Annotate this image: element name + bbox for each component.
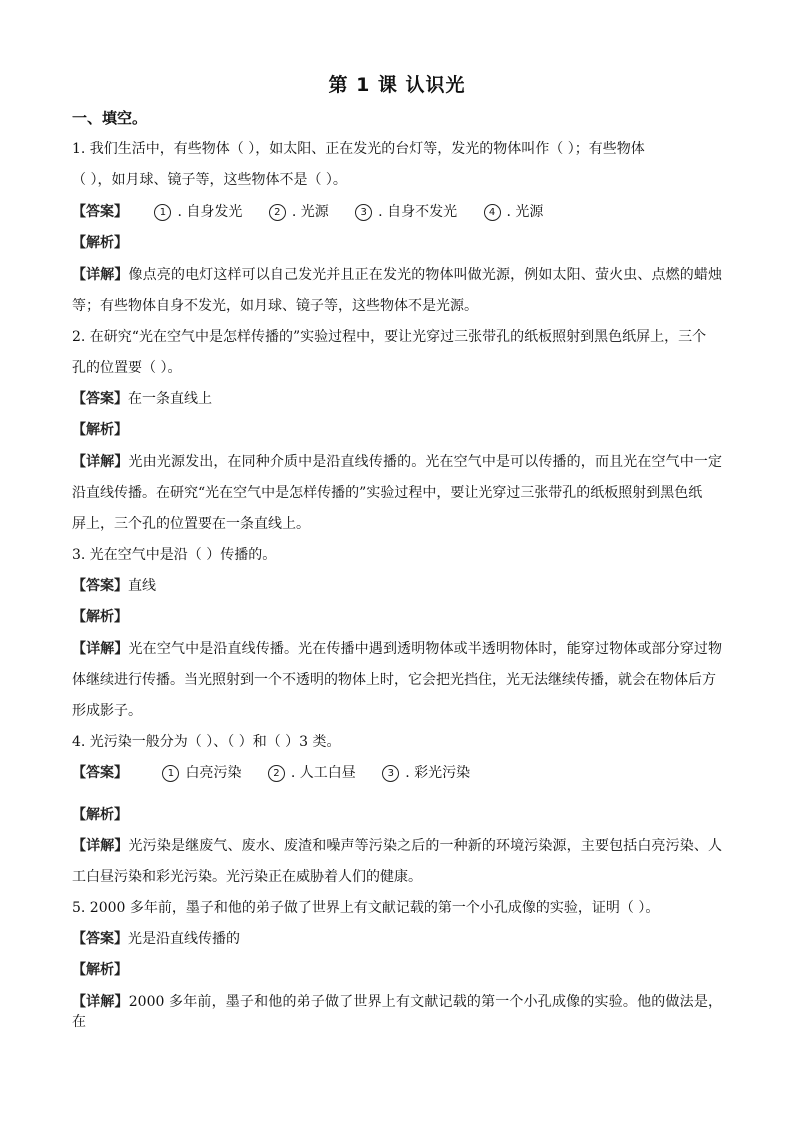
question-3-detail-line-3: 形成影子。 (72, 703, 142, 719)
question-1-detail-line-2: 等；有些物体自身不发光，如月球、镜子等，这些物体不是光源。 (72, 298, 478, 314)
analysis-tag: 【解析】 (72, 422, 128, 438)
question-3-line-1: 3. 光在空气中是沿（ ）传播的。 (72, 547, 277, 563)
answer-text: 直线 (128, 578, 156, 594)
answer-option: 2 . 人工白昼 (268, 763, 356, 783)
circled-number: 2 (269, 204, 286, 221)
question-5-answer (72, 929, 722, 949)
question-1-answer (72, 202, 722, 222)
analysis-tag: 【解析】 (72, 609, 128, 625)
question-4-analysis (72, 805, 722, 825)
answer-option: 4 . 光源 (484, 202, 544, 222)
answer-text: 在一条直线上 (128, 391, 212, 407)
question-3-answer (72, 576, 722, 596)
circled-number: 3 (355, 204, 372, 221)
question-3-detail-line-1: 【详解】光在空气中是沿直线传播。光在传播中遇到透明物体或半透明物体时，能穿过物体或部分穿过物 (72, 641, 723, 657)
answer-tag: 【答案】 (72, 578, 128, 594)
question-2-line-2: 孔的位置要（ ）。 (72, 360, 182, 376)
question-4-answer (72, 763, 722, 783)
question-1-line-2: （ ），如月球、镜子等，这些物体不是（ ）。 (72, 172, 347, 188)
detail-tag: 【详解】 (72, 267, 129, 283)
answer-tag: 【答案】 (72, 391, 128, 407)
analysis-tag: 【解析】 (72, 807, 128, 823)
question-1-analysis (72, 233, 722, 253)
question-5-analysis (72, 960, 722, 980)
question-5-detail-line-1: 【详解】2000 多年前，墨子和他的弟子做了世界上有文献记载的第一个小孔成像的实验。他的做法是，在 (72, 994, 723, 1030)
answer-text: 光是沿直线传播的 (128, 931, 240, 947)
circled-number: 4 (484, 204, 501, 221)
answer-option: 3 . 自身不发光 (355, 202, 457, 222)
section-heading: 一、填空。 (72, 109, 148, 127)
question-3-analysis (72, 607, 722, 627)
question-4-detail-line-2: 工白昼污染和彩光污染。光污染正在威胁着人们的健康。 (72, 869, 422, 885)
detail-tag: 【详解】 (72, 454, 129, 470)
answer-tag: 【答案】 (72, 931, 128, 947)
answer-option: 3 . 彩光污染 (382, 763, 470, 783)
question-1-line-1: 1. 我们生活中，有些物体（ ），如太阳、正在发光的台灯等，发光的物体叫作（ ）；有些物体 (72, 141, 645, 157)
question-2-detail-line-3: 屏上，三个孔的位置要在一条直线上。 (72, 516, 310, 532)
answer-option: 1 . 自身发光 (154, 202, 242, 222)
circled-number: 2 (268, 765, 285, 782)
answer-tag: 【答案】 (72, 204, 128, 220)
circled-number: 3 (382, 765, 399, 782)
question-3-detail-line-2: 体继续进行传播。当光照射到一个不透明的物体上时，它会把光挡住，光无法继续传播，就会在物体后方 (72, 672, 716, 688)
question-2-answer (72, 389, 722, 409)
question-2-line-1: 2. 在研究“光在空气中是怎样传播的”实验过程中，要让光穿过三张带孔的纸板照射到黑色纸屏上，三个 (72, 329, 707, 345)
detail-tag: 【详解】 (72, 838, 129, 854)
circled-number: 1 (154, 204, 171, 221)
question-2-detail-line-1: 【详解】光由光源发出，在同种介质中是沿直线传播的。光在空气中是可以传播的，而且光在空气中一定 (72, 454, 723, 470)
detail-tag: 【详解】 (72, 641, 129, 657)
analysis-tag: 【解析】 (72, 962, 128, 978)
question-2-analysis (72, 420, 722, 440)
question-2-detail-line-2: 沿直线传播。在研究“光在空气中是怎样传播的”实验过程中，要让光穿过三张带孔的纸板照射到黑色纸 (72, 485, 703, 501)
question-4-line-1: 4. 光污染一般分为（ ）、（ ）和（ ）3 类。 (72, 734, 341, 750)
detail-tag: 【详解】 (72, 994, 129, 1010)
answer-tag: 【答案】 (72, 765, 128, 781)
circled-number: 1 (162, 765, 179, 782)
question-1-detail-line-1: 【详解】像点亮的电灯这样可以自己发光并且正在发光的物体叫做光源，例如太阳、萤火虫、点燃的蜡烛 (72, 267, 723, 283)
answer-option: 2 . 光源 (269, 202, 329, 222)
question-5-line-1: 5. 2000 多年前，墨子和他的弟子做了世界上有文献记载的第一个小孔成像的实验，证明（ ）。 (72, 900, 660, 916)
page-title: 第 1 课 认识光 (328, 74, 466, 96)
answer-option: 1 白亮污染 (162, 763, 241, 783)
analysis-tag: 【解析】 (72, 235, 128, 251)
question-4-detail-line-1: 【详解】光污染是继废气、废水、废渣和噪声等污染之后的一种新的环境污染源，主要包括白亮污染、人 (72, 838, 723, 854)
